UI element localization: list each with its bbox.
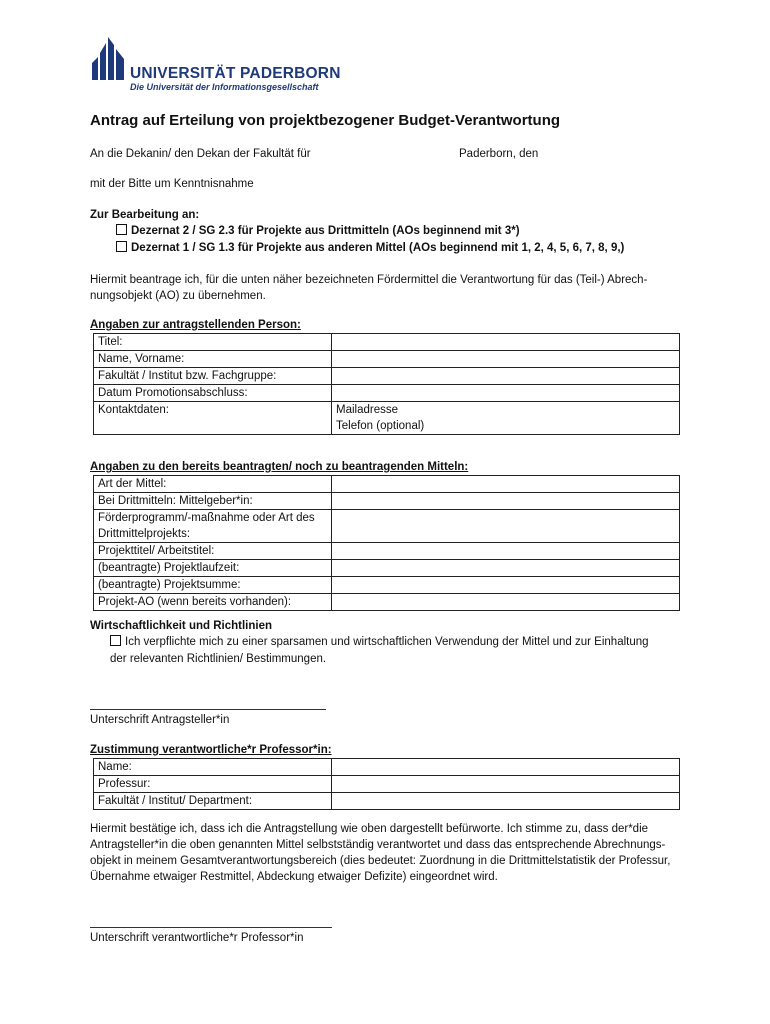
funds-row-label: Projekt-AO (wenn bereits vorhanden):: [94, 594, 332, 611]
intro-line-2: nungsobjekt (AO) zu übernehmen.: [90, 290, 266, 302]
confirmation-line: Hiermit bestätige ich, dass ich die Antragstellung wie oben dargestellt befürworte. Ich stimme zu, dass der*die: [90, 823, 649, 835]
confirmation-paragraph: [90, 821, 670, 885]
processing-option-1-label: Dezernat 2 / SG 2.3 für Projekte aus Drittmitteln (AOs beginnend mit 3*): [131, 225, 520, 237]
university-logo-icon: [90, 33, 126, 81]
professor-name-field[interactable]: [332, 759, 680, 776]
funds-row-label: Art der Mittel:: [94, 476, 332, 493]
funds-heading: Angaben zu den bereits beantragten/ noch zu beantragenden Mitteln:: [90, 461, 469, 473]
logo-subtitle: Die Universität der Informationsgesellschaft: [130, 82, 319, 92]
economy-commitment[interactable]: [110, 634, 649, 650]
funds-type-field[interactable]: [332, 476, 680, 493]
applicant-table: [93, 333, 680, 435]
applicant-row-label: Kontaktdaten:: [94, 402, 332, 435]
cc-line: mit der Bitte um Kenntnisnahme: [90, 178, 254, 190]
funds-row-label: [94, 510, 332, 543]
applicant-row-label: Name, Vorname:: [94, 351, 332, 368]
applicant-row-label: Datum Promotionsabschluss:: [94, 385, 332, 402]
funds-project-title-field[interactable]: [332, 543, 680, 560]
checkbox[interactable]: [110, 635, 121, 646]
professor-heading: Zustimmung verantwortliche*r Professor*in:: [90, 744, 332, 756]
professor-table: [93, 758, 680, 810]
place-date: Paderborn, den: [459, 148, 539, 160]
processing-option-1[interactable]: [116, 223, 520, 239]
processing-option-2-label: Dezernat 1 / SG 1.3 für Projekte aus anderen Mittel (AOs beginnend mit 1, 2, 4, 5, 6, 7, 8, 9,): [131, 242, 625, 254]
professor-row-label: Fakultät / Institut/ Department:: [94, 793, 332, 810]
funds-sponsor-field[interactable]: [332, 493, 680, 510]
applicant-contact-field[interactable]: [332, 402, 680, 435]
applicant-row-label: Fakultät / Institut bzw. Fachgruppe:: [94, 368, 332, 385]
funds-sum-field[interactable]: [332, 577, 680, 594]
funds-row-label: Projekttitel/ Arbeitstitel:: [94, 543, 332, 560]
funds-program-label-2: Drittmittelprojekts:: [98, 528, 191, 540]
checkbox[interactable]: [116, 241, 127, 252]
applicant-heading: Angaben zur antragstellenden Person:: [90, 319, 301, 331]
document-title: Antrag auf Erteilung von projektbezogener Budget-Verantwortung: [90, 112, 561, 129]
funds-row-label: (beantragte) Projektsumme:: [94, 577, 332, 594]
professor-row-label: Professur:: [94, 776, 332, 793]
applicant-title-field[interactable]: [332, 334, 680, 351]
contact-phone-label: Telefon (optional): [336, 420, 425, 432]
applicant-faculty-field[interactable]: [332, 368, 680, 385]
applicant-signature-label: Unterschrift Antragsteller*in: [90, 714, 230, 726]
economy-line-1: Ich verpflichte mich zu einer sparsamen und wirtschaftlichen Verwendung der Mittel und zur Einhaltung: [125, 636, 649, 648]
funds-program-label-1: Förderprogramm/-maßnahme oder Art des: [98, 512, 315, 524]
processing-heading: Zur Bearbeitung an:: [90, 209, 200, 221]
funds-row-label: Bei Drittmitteln: Mittelgeber*in:: [94, 493, 332, 510]
address-line: An die Dekanin/ den Dekan der Fakultät für: [90, 148, 311, 160]
funds-ao-field[interactable]: [332, 594, 680, 611]
applicant-row-label: Titel:: [94, 334, 332, 351]
confirmation-line: Übernahme etwaiger Restmittel, Abdeckung etwaiger Defizite) eingeordnet wird.: [90, 871, 498, 883]
confirmation-line: Antragsteller*in die oben genannten Mittel selbstständig verantwortet und dass das entsprechende Abrechnungs-: [90, 839, 666, 851]
funds-program-field[interactable]: [332, 510, 680, 543]
processing-option-2[interactable]: [116, 240, 624, 256]
funds-row-label: (beantragte) Projektlaufzeit:: [94, 560, 332, 577]
professor-faculty-field[interactable]: [332, 793, 680, 810]
logo-name: UNIVERSITÄT PADERBORN: [130, 65, 341, 82]
funds-table: [93, 475, 680, 611]
economy-heading: Wirtschaftlichkeit und Richtlinien: [90, 620, 272, 632]
applicant-name-field[interactable]: [332, 351, 680, 368]
professor-row-label: Name:: [94, 759, 332, 776]
professor-chair-field[interactable]: [332, 776, 680, 793]
professor-signature-label: Unterschrift verantwortliche*r Professor*in: [90, 932, 304, 944]
intro-line-1: Hiermit beantrage ich, für die unten näher bezeichneten Fördermittel die Verantwortung für das (Teil-) Abrech-: [90, 274, 648, 286]
confirmation-line: objekt in meinem Gesamtverantwortungsbereich (dies bedeutet: Zuordnung in die Drittmittelstatistik der Professur,: [90, 855, 671, 867]
applicant-promotion-date-field[interactable]: [332, 385, 680, 402]
economy-line-2: der relevanten Richtlinien/ Bestimmungen.: [110, 653, 327, 665]
intro-paragraph: [90, 272, 647, 304]
professor-signature-line[interactable]: [90, 927, 332, 928]
university-logo: [90, 33, 341, 93]
applicant-signature-line[interactable]: [90, 709, 326, 710]
checkbox[interactable]: [116, 224, 127, 235]
contact-mail-label: Mailadresse: [336, 404, 398, 416]
funds-duration-field[interactable]: [332, 560, 680, 577]
